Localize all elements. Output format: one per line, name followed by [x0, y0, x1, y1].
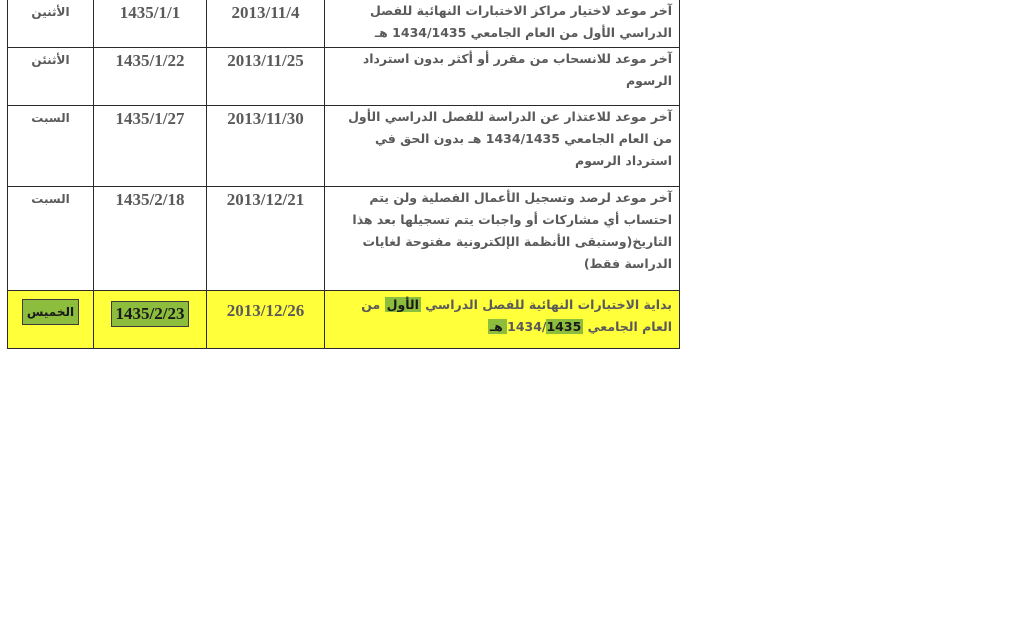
event-description-cell: [325, 291, 680, 349]
hijri-date-cell: 1435/1/27: [94, 106, 207, 187]
academic-calendar-table: [7, 0, 680, 349]
table-row: [8, 0, 680, 48]
highlighted-hijri-date: 1435/2/23: [111, 301, 190, 327]
highlighted-term: الأول: [386, 297, 419, 312]
event-description-cell: آخر موعد لرصد وتسجيل الأعمال الفصلية ولن يتم احتساب أي مشاركات أو واجبات يتم تسجيلها بعد هذا التاريخ(وستبقى الأنظمة الإلكترونية مفتوحة لغايات الدراسة فقط): [325, 187, 680, 291]
gregorian-date-value: 2013/12/26: [226, 301, 305, 320]
gregorian-date-cell: [207, 291, 325, 349]
day-cell: [8, 291, 94, 349]
day-cell: السبت: [8, 187, 94, 291]
event-description-cell: آخر موعد للاعتذار عن الدراسة للفصل الدراسي الأول من العام الجامعي 1434/1435 هـ بدون الحق في استرداد الرسوم: [325, 106, 680, 187]
day-cell: الأثنئن: [8, 48, 94, 106]
hijri-date-cell: 1435/1/22: [94, 48, 207, 106]
hijri-date-cell: 1435/1/1: [94, 0, 207, 48]
schedule-sheet: [7, 0, 679, 349]
gregorian-date-cell: 2013/11/4: [207, 0, 325, 48]
highlighted-day: الخميس: [22, 299, 79, 325]
event-description-cell: آخر موعد للانسحاب من مقرر أو أكثر بدون استرداد الرسوم: [325, 48, 680, 106]
highlighted-year: 1435 هـ: [489, 319, 582, 334]
hijri-date-cell: 1435/2/18: [94, 187, 207, 291]
gregorian-date-cell: 2013/12/21: [207, 187, 325, 291]
day-cell: الأثنين: [8, 0, 94, 48]
event-description-cell: آخر موعد لاختيار مراكز الاختبارات النهائية للفصل الدراسي الأول من العام الجامعي 1434/1435 هـ: [325, 0, 680, 48]
table-row: [8, 106, 680, 187]
gregorian-date-cell: 2013/11/25: [207, 48, 325, 106]
table-row-highlighted: [8, 291, 680, 349]
table-row: [8, 48, 680, 106]
description-text: من العام الجامعي 1434/: [361, 297, 672, 334]
hijri-date-cell: [94, 291, 207, 349]
day-cell: السبت: [8, 106, 94, 187]
description-text: بداية الاختبارات النهائية للفصل الدراسي: [425, 297, 672, 312]
gregorian-date-cell: 2013/11/30: [207, 106, 325, 187]
table-row: [8, 187, 680, 291]
